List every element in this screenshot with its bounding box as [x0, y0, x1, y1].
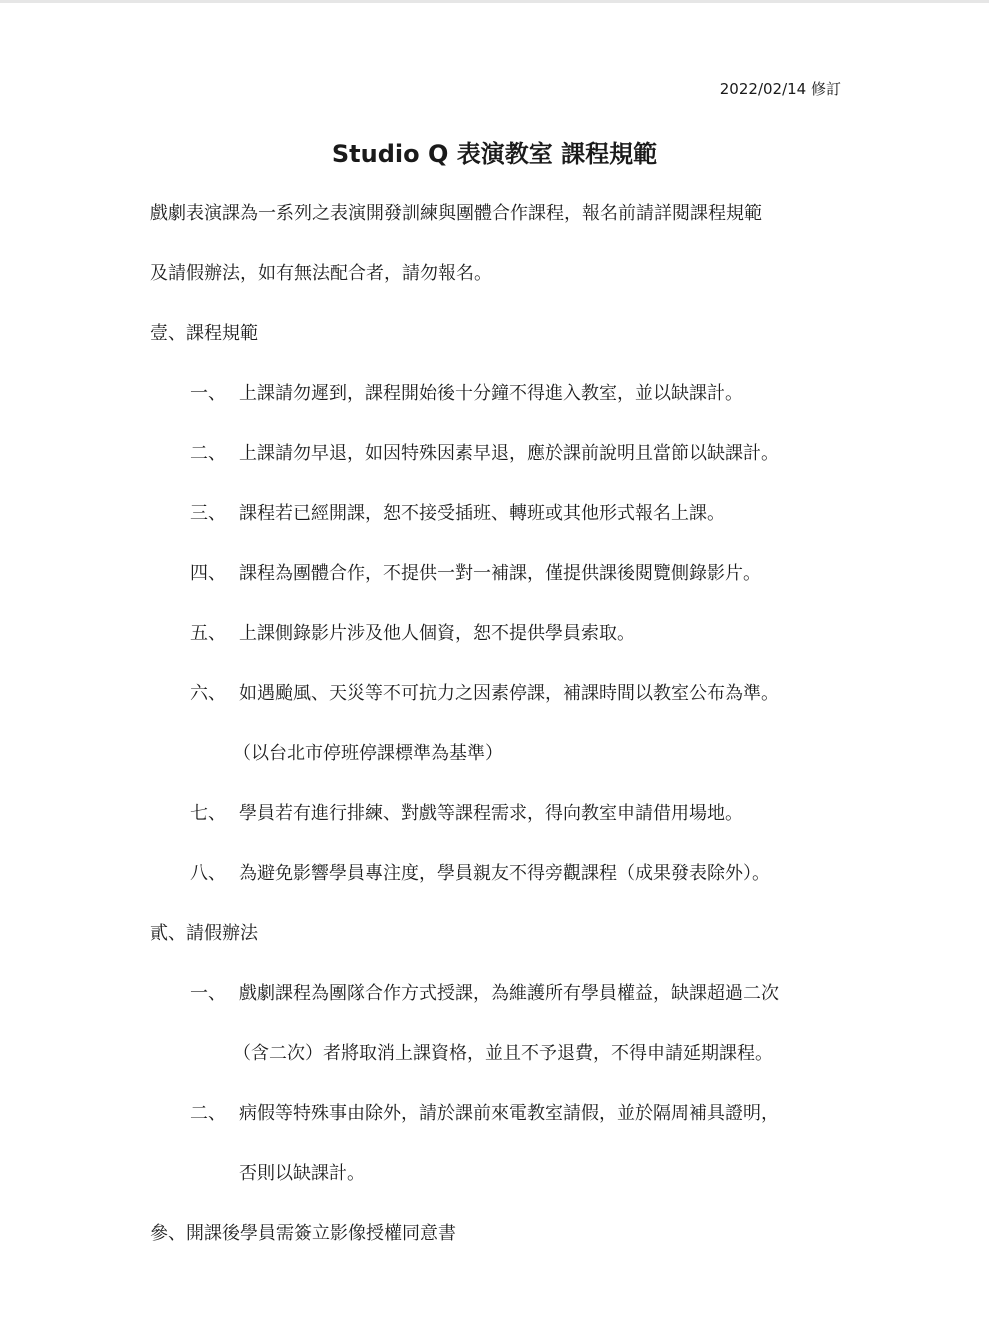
- rule-8-text: 為避免影響學員專注度，學員親友不得旁觀課程（成果發表除外）。: [239, 863, 770, 884]
- rule-5-text: 上課側錄影片涉及他人個資，恕不提供學員索取。: [239, 623, 635, 644]
- rule-7-number: 七、: [190, 803, 226, 824]
- rule-1-text: 上課請勿遲到，課程開始後十分鐘不得進入教室，並以缺課計。: [239, 383, 743, 404]
- rule-4-text: 課程為團體合作，不提供一對一補課，僅提供課後閱覽側錄影片。: [239, 563, 761, 584]
- document-title: Studio Q 表演教室 課程規範: [331, 140, 658, 168]
- rule-6-continuation: （以台北市停班停課標準為基準）: [233, 743, 503, 764]
- rule-2-text: 上課請勿早退，如因特殊因素早退，應於課前說明且當節以缺課計。: [239, 443, 779, 464]
- section-2-heading: 貳、請假辦法: [150, 923, 258, 944]
- leave-2-text: 病假等特殊事由除外，請於課前來電教室請假，並於隔周補具證明，: [239, 1103, 779, 1124]
- top-divider: [0, 0, 989, 3]
- rule-3-text: 課程若已經開課，恕不接受插班、轉班或其他形式報名上課。: [239, 503, 725, 524]
- section-3-heading: 參、開課後學員需簽立影像授權同意書: [150, 1223, 456, 1244]
- revision-date: 2022/02/14 修訂: [719, 80, 841, 98]
- section-1-heading: 壹、課程規範: [150, 323, 258, 344]
- rule-1-number: 一、: [190, 383, 226, 404]
- leave-1-number: 一、: [190, 983, 226, 1004]
- leave-2-number: 二、: [190, 1103, 226, 1124]
- leave-1-continuation: （含二次）者將取消上課資格，並且不予退費，不得申請延期課程。: [233, 1043, 773, 1064]
- rule-6-number: 六、: [190, 683, 226, 704]
- rule-2-number: 二、: [190, 443, 226, 464]
- rule-8-number: 八、: [190, 863, 226, 884]
- intro-line-2: 及請假辦法，如有無法配合者，請勿報名。: [150, 263, 492, 284]
- rule-7-text: 學員若有進行排練、對戲等課程需求，得向教室申請借用場地。: [239, 803, 743, 824]
- rule-4-number: 四、: [190, 563, 226, 584]
- leave-1-text: 戲劇課程為團隊合作方式授課，為維護所有學員權益，缺課超過二次: [239, 983, 779, 1004]
- leave-2-continuation: 否則以缺課計。: [239, 1163, 365, 1184]
- rule-5-number: 五、: [190, 623, 226, 644]
- intro-line-1: 戲劇表演課為一系列之表演開發訓練與團體合作課程，報名前請詳閱課程規範: [150, 203, 762, 224]
- rule-3-number: 三、: [190, 503, 226, 524]
- rule-6-text: 如遇颱風、天災等不可抗力之因素停課，補課時間以教室公布為準。: [239, 683, 779, 704]
